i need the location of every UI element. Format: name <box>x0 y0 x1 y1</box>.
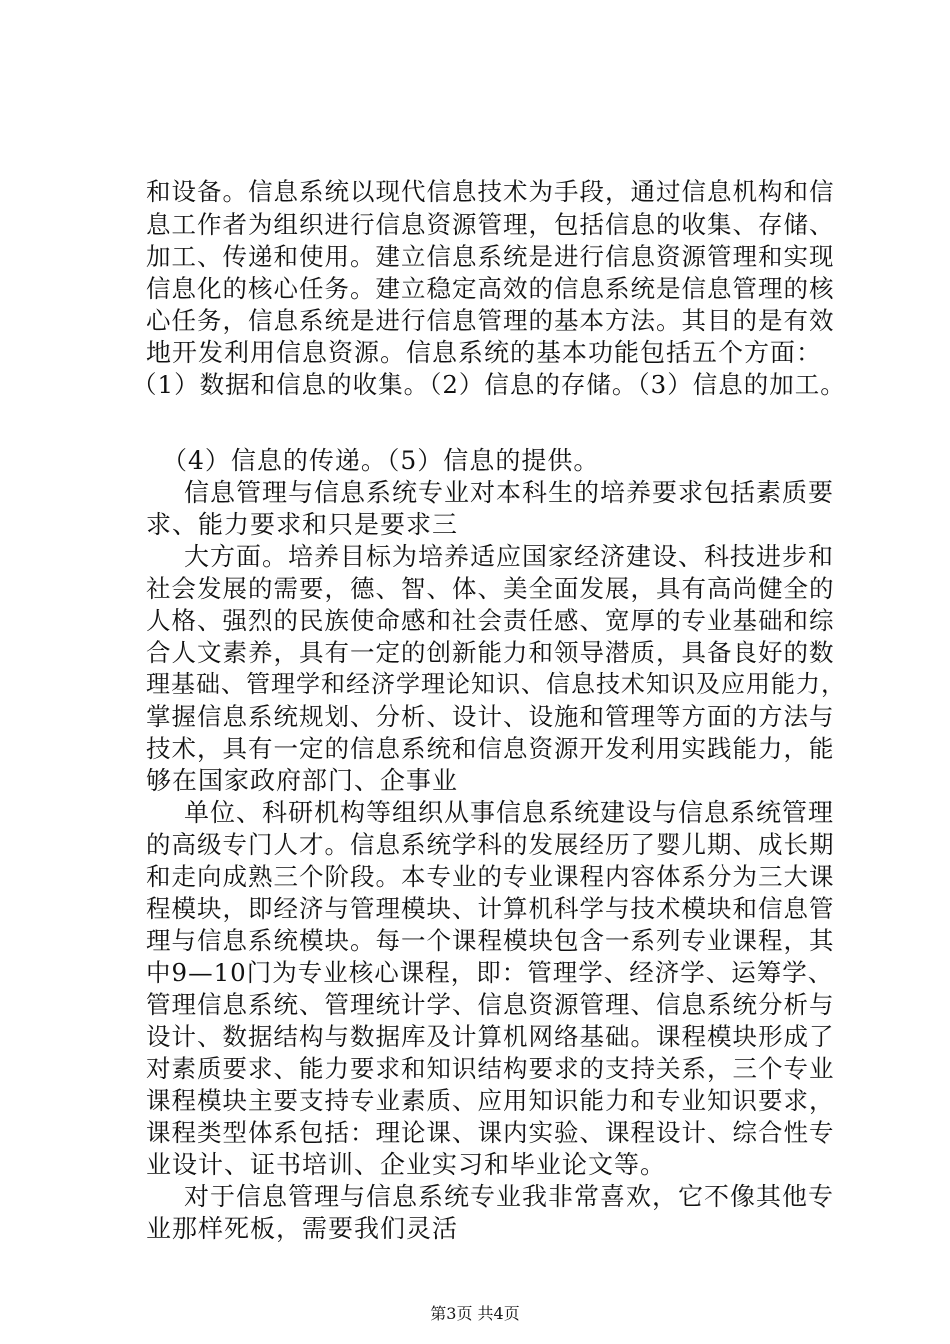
text-line: 信息化的核心任务。建立稳定高效的信息系统是信息管理的核 <box>146 274 835 303</box>
text-line: 对素质要求、能力要求和知识结构要求的支持关系，三个专业 <box>146 1054 835 1083</box>
text-line: 课程模块主要支持专业素质、应用知识能力和专业知识要求， <box>146 1086 835 1115</box>
text-line: 理与信息系统模块。每一个课程模块包含一系列专业课程，其 <box>146 926 835 955</box>
text-line: 人格、强烈的民族使命感和社会责任感、宽厚的专业基础和综 <box>146 606 835 635</box>
text-line: 技术，具有一定的信息系统和信息资源开发利用实践能力，能 <box>146 734 835 763</box>
text-line: 社会发展的需要，德、智、体、美全面发展，具有高尚健全的 <box>146 574 835 603</box>
text-line: 业那样死板，需要我们灵活 <box>146 1214 459 1243</box>
text-line: 中9—10门为专业核心课程，即：管理学、经济学、运筹学、 <box>146 958 834 987</box>
text-line: 管理信息系统、管理统计学、信息资源管理、信息系统分析与 <box>146 990 835 1019</box>
text-line: 息工作者为组织进行信息资源管理，包括信息的收集、存储、 <box>146 210 835 239</box>
text-line: 设计、数据结构与数据库及计算机网络基础。课程模块形成了 <box>146 1022 835 1051</box>
paragraph-first-line: 信息管理与信息系统专业对本科生的培养要求包括素质要 <box>184 478 835 507</box>
paragraph-first-line: 对于信息管理与信息系统专业我非常喜欢，它不像其他专 <box>184 1182 835 1211</box>
text-line: 业设计、证书培训、企业实习和毕业论文等。 <box>146 1150 667 1179</box>
text-line: 够在国家政府部门、企事业 <box>146 766 459 795</box>
text-line: 课程类型体系包括：理论课、课内实验、课程设计、综合性专 <box>146 1118 835 1147</box>
page-footer: 第3页 共4页 <box>430 1304 520 1323</box>
paragraph-first-line: 大方面。培养目标为培养适应国家经济建设、科技进步和 <box>184 542 835 571</box>
text-line: 合人文素养，具有一定的创新能力和领导潜质，具备良好的数 <box>146 638 835 667</box>
paragraph-first-line: 单位、科研机构等组织从事信息系统建设与信息系统管理 <box>184 798 835 827</box>
text-line: 掌握信息系统规划、分析、设计、设施和管理等方面的方法与 <box>146 702 835 731</box>
text-line: 地开发利用信息资源。信息系统的基本功能包括五个方面： <box>146 338 823 367</box>
text-line: 和走向成熟三个阶段。本专业的专业课程内容体系分为三大课 <box>146 862 835 891</box>
text-line: 求、能力要求和只是要求三 <box>146 510 459 539</box>
text-line: （1）数据和信息的收集。（2）信息的存储。（3）信息的加工。 <box>132 370 846 399</box>
text-line: 心任务，信息系统是进行信息管理的基本方法。其目的是有效 <box>146 306 835 335</box>
text-line: 理基础、管理学和经济学理论知识、信息技术知识及应用能力， <box>146 670 846 698</box>
text-line: 加工、传递和使用。建立信息系统是进行信息资源管理和实现 <box>146 242 835 271</box>
text-line: 程模块，即经济与管理模块、计算机科学与技术模块和信息管 <box>146 894 835 923</box>
text-line: （4）信息的传递。（5）信息的提供。 <box>162 446 600 475</box>
text-line: 的高级专门人才。信息系统学科的发展经历了婴儿期、成长期 <box>146 830 835 859</box>
text-line: 和设备。信息系统以现代信息技术为手段，通过信息机构和信 <box>146 177 835 206</box>
